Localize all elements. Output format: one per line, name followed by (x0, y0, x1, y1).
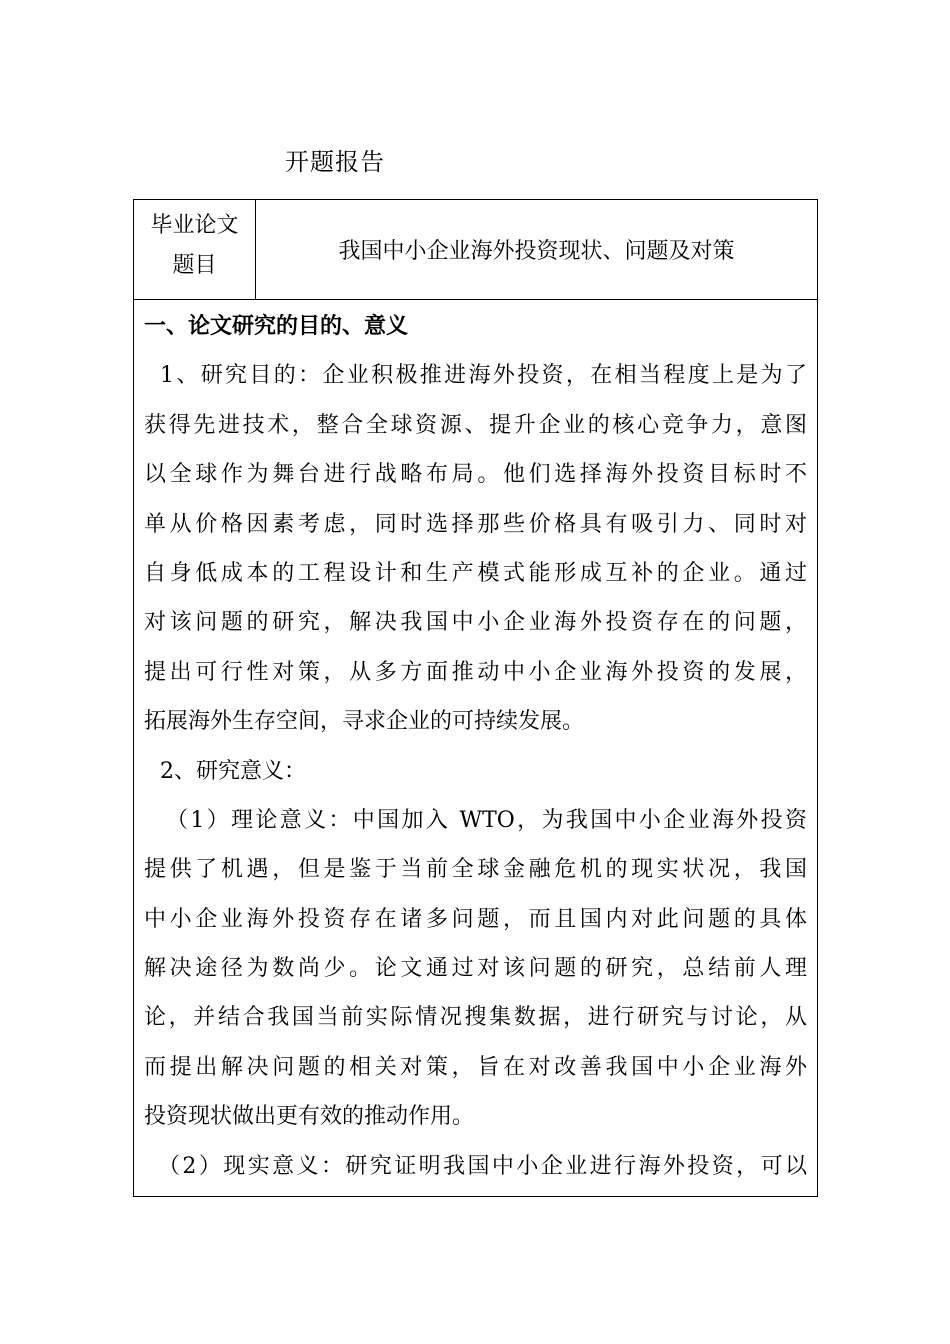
report-table (133, 199, 818, 1197)
paragraph-line: 获得先进技术，整合全球资源、提升企业的核心竞争力，意图 (144, 412, 807, 438)
page-title: 开题报告 (285, 148, 385, 176)
paragraph-line: 投资现状做出更有效的推动作用。 (144, 1104, 475, 1130)
paragraph-line: 自身低成本的工程设计和生产模式能形成互补的企业。通过 (144, 560, 807, 586)
paragraph-line: （2）现实意义：研究证明我国中小企业进行海外投资，可以 (158, 1153, 807, 1179)
thesis-title-label-line-1: 毕业论文 (150, 213, 239, 238)
paragraph-line: 以全球作为舞台进行战略布局。他们选择海外投资目标时不 (144, 462, 807, 488)
section-heading: 一、论文研究的目的、意义 (144, 314, 409, 339)
thesis-title-value: 我国中小企业海外投资现状、问题及对策 (338, 239, 735, 264)
paragraph-line: 中小企业海外投资存在诸多问题，而且国内对此问题的具体 (144, 906, 807, 932)
paragraph-line: 而提出解决问题的相关对策，旨在对改善我国中小企业海外 (144, 1054, 807, 1080)
paragraph-line: 拓展海外生存空间，寻求企业的可持续发展。 (144, 709, 585, 735)
paragraph-line: （1）理论意义：中国加入 WTO，为我国中小企业海外投资 (166, 807, 807, 833)
paragraph-line: 1、研究目的：企业积极推进海外投资，在相当程度上是为了 (160, 363, 807, 389)
paragraph-line: 提出可行性对策，从多方面推动中小企业海外投资的发展， (144, 659, 807, 685)
paragraph-line: 对该问题的研究，解决我国中小企业海外投资存在的问题， (144, 610, 807, 636)
thesis-title-label-line-2: 题目 (172, 253, 217, 278)
paragraph-line: 解决途径为数尚少。论文通过对该问题的研究，总结前人理 (144, 956, 807, 982)
thesis-title-label (134, 200, 256, 299)
thesis-title-row (134, 200, 817, 300)
research-purpose-section (134, 300, 817, 1196)
paragraph-line: 论，并结合我国当前实际情况搜集数据，进行研究与讨论，从 (144, 1005, 807, 1031)
paragraph-line: 单从价格因素考虑，同时选择那些价格具有吸引力、同时对 (144, 511, 807, 537)
paragraph-line: 提供了机遇，但是鉴于当前全球金融危机的现实状况，我国 (144, 857, 807, 883)
paragraph-line: 2、研究意义： (160, 758, 306, 784)
